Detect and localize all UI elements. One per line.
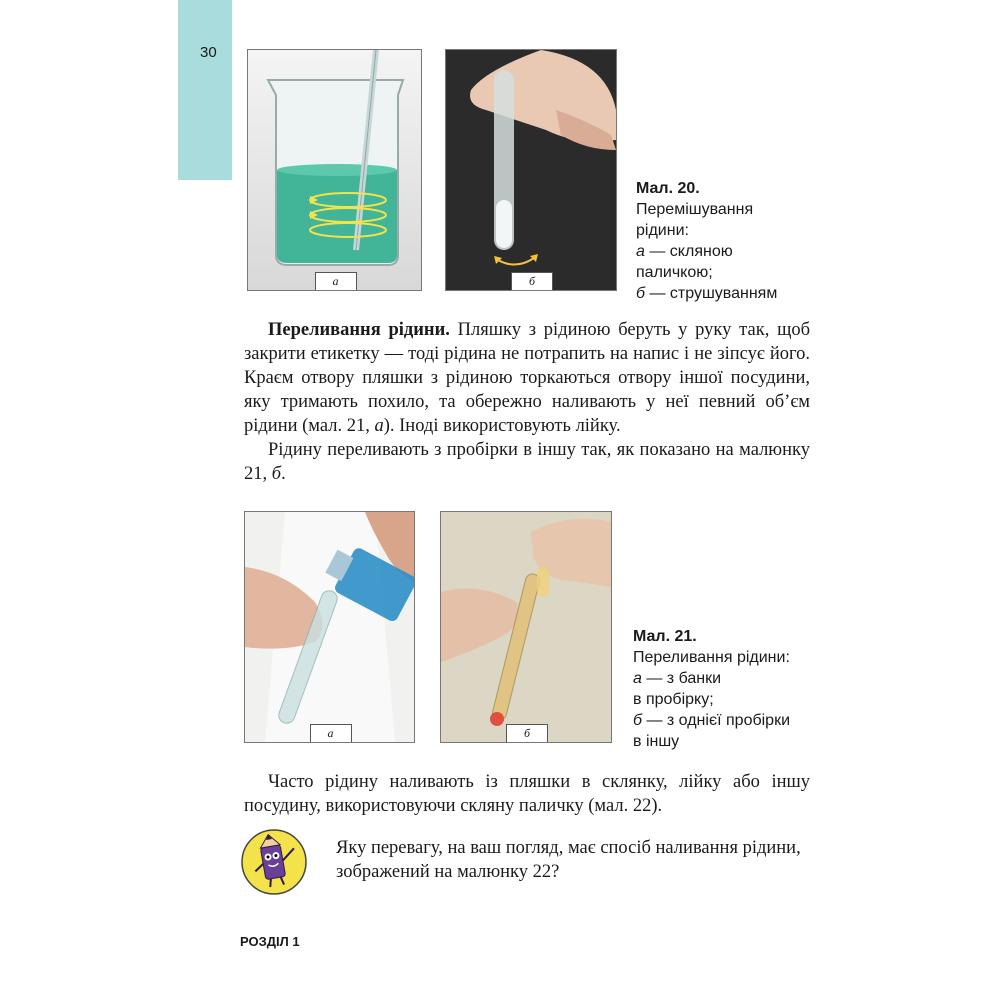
figure-20-item-text: паличкою;	[636, 264, 713, 281]
photo-label-a: а	[310, 724, 352, 742]
photo-test-tube-shaking	[445, 49, 617, 291]
chapter-tab	[178, 0, 232, 180]
photo-label-b: б	[511, 272, 553, 290]
figure-21-caption	[633, 626, 823, 752]
page-number: 30	[200, 44, 217, 61]
figure-21-item-letter: а	[633, 670, 642, 687]
figure-21-line: Переливання рідини:	[633, 649, 790, 666]
figure-20-item-text: — струшуванням	[645, 285, 778, 302]
section-footer: РОЗДІЛ 1	[240, 934, 300, 949]
figure-20-item-text: — скляною	[644, 243, 733, 260]
figure-20-line: рідини:	[636, 222, 689, 239]
photo-label-a: а	[315, 272, 357, 290]
paragraph-text: ). Іноді використовують лійку.	[383, 416, 621, 436]
figure-21-title: Мал. 21.	[633, 628, 697, 645]
photo-tube-to-tube	[440, 511, 612, 743]
paragraph: Часто рідину наливають із пляшки в склянку, лійку або іншу посудину, використовуючи скляну паличку (мал. 22).	[244, 772, 810, 816]
photo-beaker-stirring	[247, 49, 422, 291]
figure-21-item-text: в пробірку;	[633, 691, 714, 708]
paragraph-text: .	[281, 464, 286, 484]
paragraph-text: Пляшку з рідиною беруть у руку так, щоб закрити етикетку — тоді рідина не потрапить на напис і не зіпсує його. Краєм отвору пляшки з рідиною торкаються отвору іншої посудини, яку тримають похило, та обережно наливають у неї певний об’єм рідини (мал. 21,	[244, 320, 810, 436]
question-pencil-icon	[240, 828, 308, 896]
question-text: Яку перевагу, на ваш погляд, має спосіб наливання рідини, зображений на малюнку 22?	[336, 838, 801, 882]
figure-ref: б	[271, 464, 282, 484]
figure-20-caption	[636, 178, 816, 304]
figure-21-item-text: — з банки	[641, 670, 722, 687]
figure-20-item-letter: б	[636, 285, 645, 302]
photo-label-b: б	[506, 724, 548, 742]
figure-ref: а	[374, 416, 384, 436]
photo-pouring-bottle	[244, 511, 415, 743]
paragraph	[244, 318, 810, 438]
figure-21-item-letter: б	[633, 712, 642, 729]
figure-21-item-text: в іншу	[633, 733, 680, 750]
paragraph	[244, 438, 810, 486]
body-paragraphs	[244, 318, 810, 486]
figure-20-line: Перемішування	[636, 201, 754, 218]
paragraph-text: Рідину переливають з пробірки в іншу так, як показано на малюнку 21,	[244, 440, 810, 484]
figure-21-item-text: — з однієї пробірки	[642, 712, 791, 729]
paragraph-heading: Переливання рідини.	[268, 320, 450, 340]
figure-20-item-letter: а	[636, 243, 645, 260]
body-paragraph-3	[244, 770, 810, 818]
figure-20-title: Мал. 20.	[636, 180, 700, 197]
